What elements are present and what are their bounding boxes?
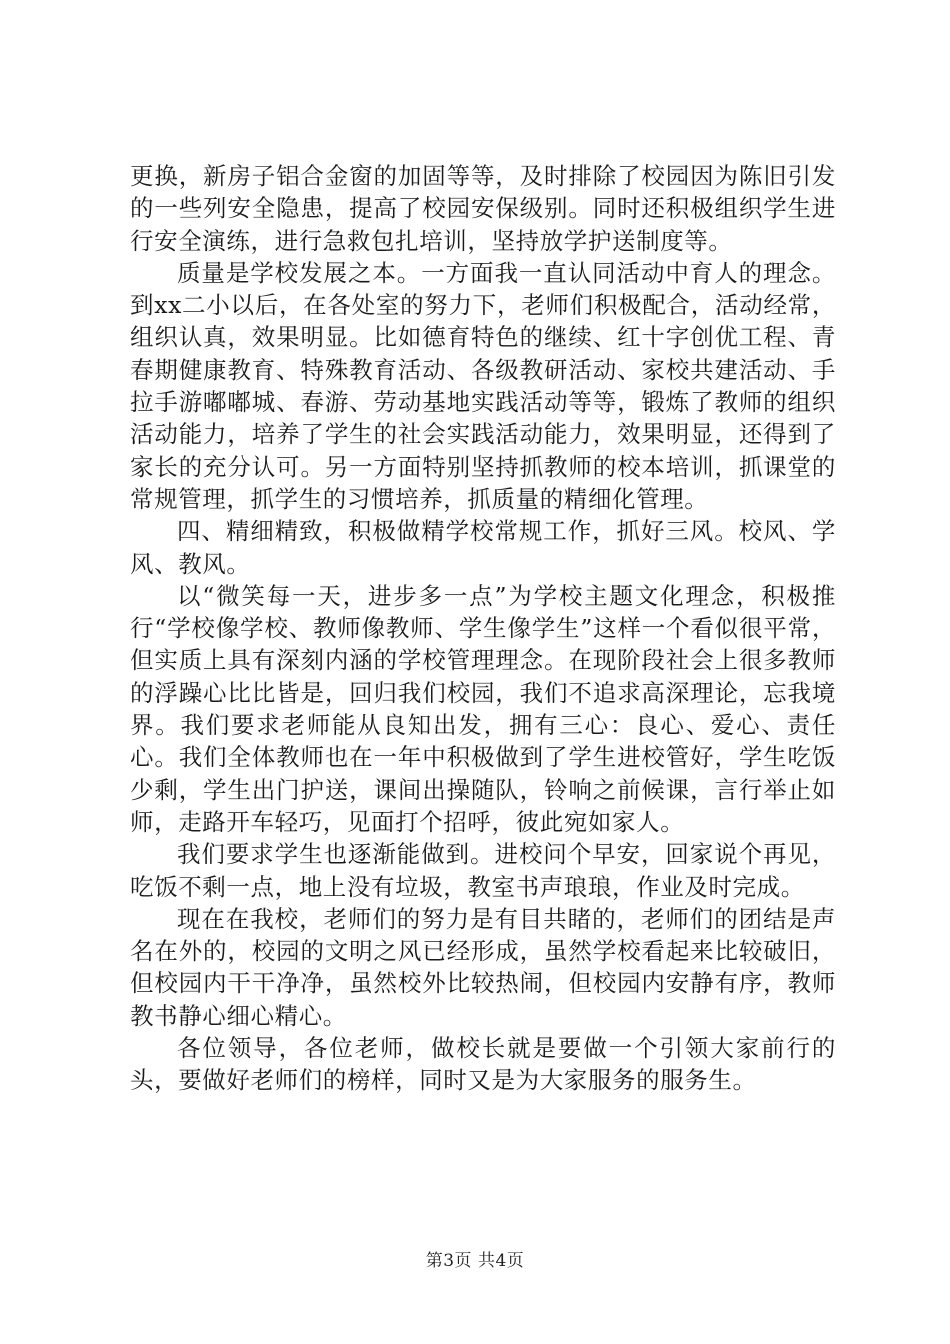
paragraph-student-requirements: 我们要求学生也逐渐能做到。进校问个早安，回家说个再见，吃饭不剩一点，地上没有垃圾，教室书声琅琅，作业及时完成。 <box>130 840 836 901</box>
paragraph-quality: 质量是学校发展之本。一方面我一直认同活动中育人的理念。到xx二小以后，在各处室的努力下，老师们积极配合，活动经常，组织认真，效果明显。比如德育特色的继续、红十字创优工程、青春期健康教育、特殊教育活动、各级教研活动、家校共建活动、手拉手游嘟嘟城、春游、劳动基地实践活动等等，锻炼了教师的组织活动能力，培养了学生的社会实践活动能力，效果明显，还得到了家长的充分认可。另一方面特别坚持抓教师的校本培训，抓课堂的常规管理，抓学生的习惯培养，抓质量的精细化管理。 <box>130 258 836 513</box>
paragraph-continuation: 更换，新房子铝合金窗的加固等等，及时排除了校园因为陈旧引发的一些列安全隐患，提高了校园安保级别。同时还积极组织学生进行安全演练，进行急救包扎培训，坚持放学护送制度等。 <box>130 162 836 255</box>
paragraph-current-status: 现在在我校，老师们的努力是有目共睹的，老师们的团结是声名在外的，校园的文明之风已经形成，虽然学校看起来比较破旧，但校园内干干净净，虽然校外比较热闹，但校园内安静有序，教师教书静心细心精心。 <box>130 904 836 1030</box>
document-body <box>130 160 836 1097</box>
paragraph-culture-philosophy: 以“微笑每一天，进步多一点”为学校主题文化理念，积极推行“学校像学校、教师像教师、学生像学生”这样一个看似很平常，但实质上具有深刻内涵的学校管理理念。在现阶段社会上很多教师的浮躁心比比皆是，回归我们校园，我们不追求高深理论，忘我境界。我们要求老师能从良知出发，拥有三心：良心、爱心、责任心。我们全体教师也在一年中积极做到了学生进校管好，学生吃饭少剩，学生出门护送，课间出操随队，铃响之前候课，言行举止如师，走路开车轻巧，见面打个招呼，彼此宛如家人。 <box>130 581 836 836</box>
paragraph-closing-remarks: 各位领导，各位老师，做校长就是要做一个引领大家前行的头，要做好老师们的榜样，同时又是为大家服务的服务生。 <box>130 1034 836 1095</box>
page-footer: 第3页 共4页 <box>425 1251 525 1271</box>
paragraph-section-four-heading: 四、精细精致，积极做精学校常规工作，抓好三风。校风、学风、教风。 <box>130 517 836 578</box>
